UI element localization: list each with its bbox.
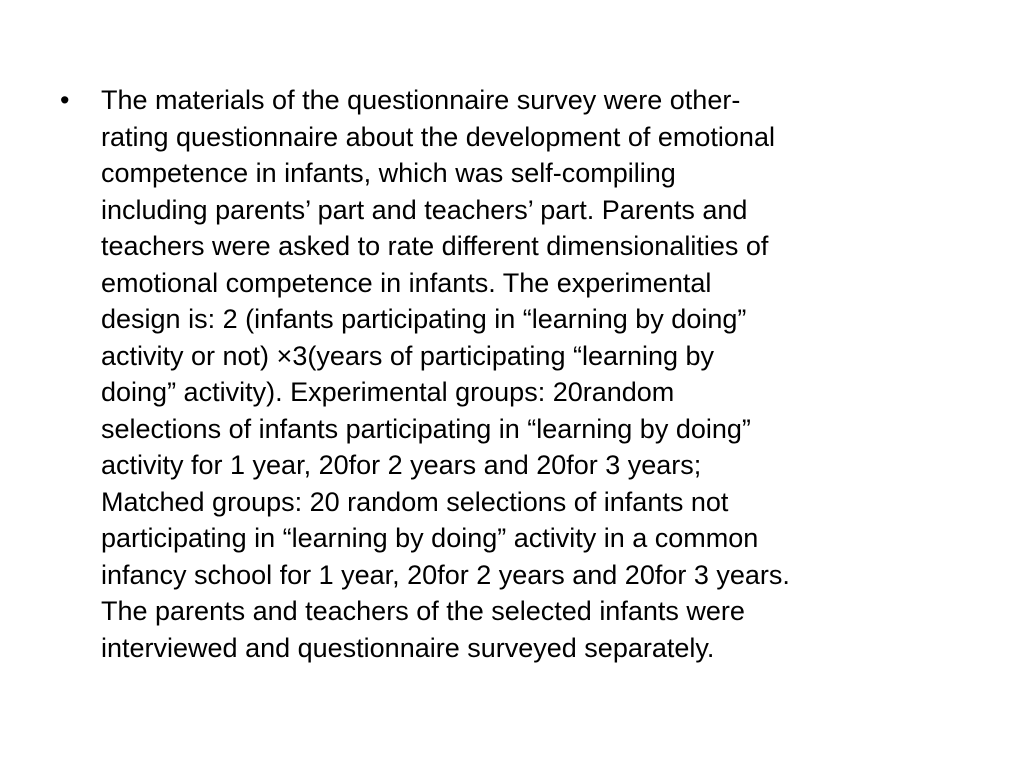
bullet-icon: •: [60, 85, 70, 115]
bullet-item: [60, 82, 990, 666]
paragraph-line: doing” activity). Experimental groups: 20random: [101, 377, 675, 407]
paragraph-line: including parents’ part and teachers’ part. Parents and: [101, 194, 748, 225]
paragraph-line: design is: 2 (infants participating in “learning by doing”: [101, 304, 747, 334]
paragraph-line: participating in “learning by doing” activity in a common: [101, 523, 759, 553]
paragraph-line: competence in infants, which was self-compiling: [101, 158, 676, 188]
paragraph-line: infancy school for 1 year, 20for 2 years and 20for 3 years.: [101, 559, 790, 590]
bullet-paragraph: [101, 82, 990, 666]
paragraph-line: selections of infants participating in “learning by doing”: [101, 413, 751, 444]
paragraph-line: rating questionnaire about the development of emotional: [101, 121, 775, 152]
paragraph-line: Matched groups: 20 random selections of infants not: [101, 486, 729, 517]
paragraph-line: teachers were asked to rate different dimensionalities of: [101, 231, 769, 261]
paragraph-line: emotional competence in infants. The experimental: [101, 267, 712, 298]
paragraph-line: The materials of the questionnaire survey were other-: [101, 85, 741, 115]
paragraph-line: interviewed and questionnaire surveyed separately.: [101, 632, 715, 663]
paragraph-line: activity for 1 year, 20for 2 years and 20for 3 years;: [101, 450, 702, 480]
paragraph-line: The parents and teachers of the selected infants were: [101, 596, 745, 626]
paragraph-line: activity or not) ×3(years of participating “learning by: [101, 340, 715, 371]
